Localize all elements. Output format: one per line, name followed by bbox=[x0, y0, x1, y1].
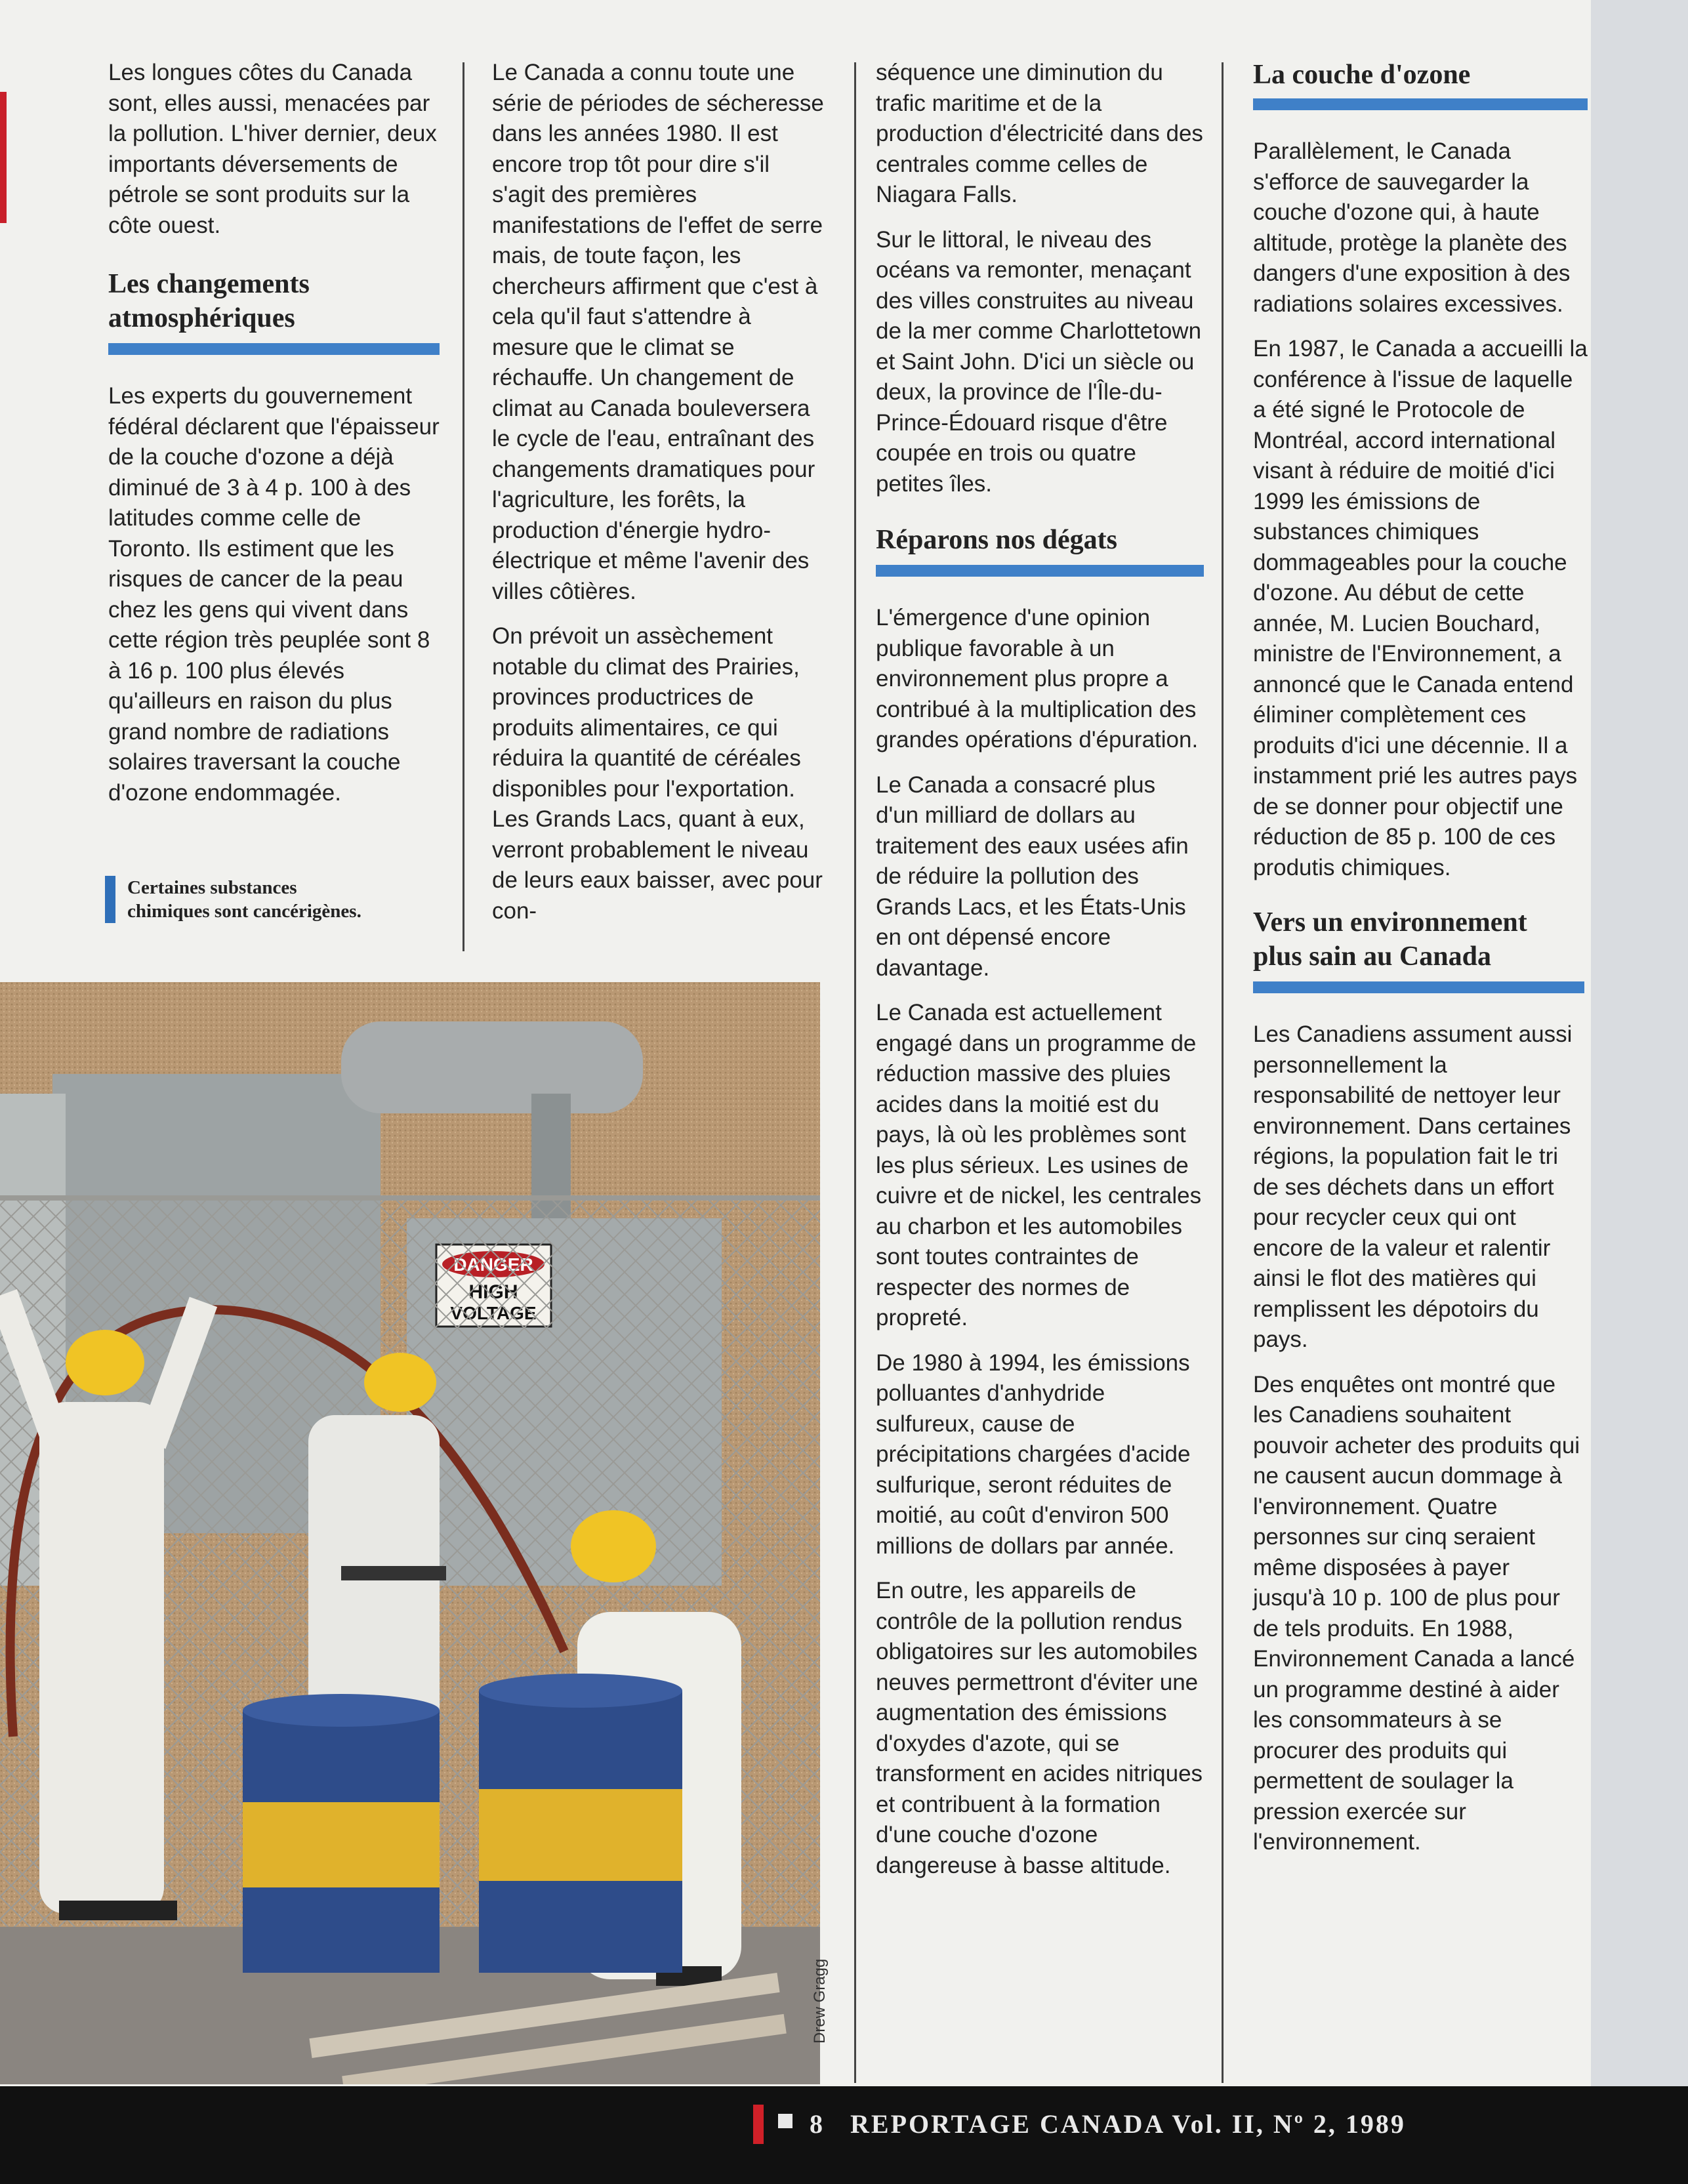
paragraph: Parallèlement, le Canada s'efforce de sauvegarder la couche d'ozone qui, à haute altitude, protège la planète des dangers d'une exposition à des radiations solaires excessives. bbox=[1253, 138, 1571, 317]
paragraph: Les experts du gouvernement fédéral déclarent que l'épaisseur de la couche d'ozone a déjà diminué de 3 à 4 p. 100 à des latitudes comme celle de Toronto. Ils estiment que les risques de cancer de la peau chez les gens qui vivent dans cette région très peuplée sont 8 à 16 p. 100 plus élevés qu'ailleurs en raison du plus grand nombre de radiations solaires traversant la couche d'ozone endommagée. bbox=[108, 383, 440, 806]
paragraph: L'émergence d'une opinion publique favorable à un environnement plus propre a contribué à la multiplication des grandes opérations d'épuration. bbox=[876, 605, 1199, 752]
paragraph: Le Canada a consacré plus d'un milliard de dollars au traitement des eaux usées afin de réduire la pollution des Grands Lacs, et les États-Unis en ont dépensé encore davantage. bbox=[876, 772, 1189, 981]
adjacent-page-edge bbox=[1591, 0, 1688, 2086]
footer-red-tab bbox=[753, 2105, 764, 2144]
column-1 bbox=[108, 58, 443, 823]
column-rule-1 bbox=[463, 62, 464, 951]
column-2 bbox=[492, 58, 827, 941]
paragraph: Des enquêtes ont montré que les Canadiens souhaitent pouvoir acheter des produits qui ne causent aucun dommage à l'environnement. Quatre personnes sur cinq seraient même disposées à payer jusqu'à 10 p. 100 de plus pour de tels produits. En 1988, Environnement Canada a lancé un programme destiné à aider les consommateurs à se procurer des produits qui permettent de soulager la pression exercée sur l'environnement. bbox=[1253, 1371, 1580, 1855]
drum-right bbox=[479, 1674, 682, 1973]
hazmat-workers-photo bbox=[0, 982, 820, 2084]
heading-accent-bar bbox=[1253, 98, 1588, 110]
section-heading-changements: Les changements atmosphériques bbox=[108, 267, 443, 355]
section-heading-vers-environnement: Vers un environnement plus sain au Canada bbox=[1253, 905, 1588, 993]
photo-credit: Drew Gragg bbox=[811, 1958, 829, 2044]
photo-illustration bbox=[0, 982, 820, 2084]
paragraph: En outre, les appareils de contrôle de la pollution rendus obligatoires sur les automobiles neuves permettront d'éviter une augmentation des émissions d'oxydes d'azote, qui se transforment en acides nitriques et contribuent à la formation d'une couche d'ozone dangereuse à basse altitude. bbox=[876, 1578, 1203, 1878]
section-heading-ozone: La couche d'ozone bbox=[1253, 58, 1588, 110]
column-4 bbox=[1253, 58, 1588, 1872]
paragraph: De 1980 à 1994, les émissions polluantes d'anhydride sulfureux, cause de précipitations chargées d'acide sulfurique, seront réduites de moitié, au coût d'environ 500 millions de dollars par année. bbox=[876, 1350, 1191, 1559]
footer-title bbox=[800, 2109, 1406, 2139]
heading-accent-bar bbox=[1253, 981, 1584, 993]
column-rule-2 bbox=[854, 62, 856, 2083]
paragraph: séquence une diminution du trafic maritime et de la production d'électricité dans des centrales comme celles de Niagara Falls. bbox=[876, 60, 1203, 207]
column-3 bbox=[876, 58, 1204, 1895]
heading-accent-bar bbox=[108, 343, 440, 355]
paragraph: En 1987, le Canada a accueilli la conférence à l'issue de laquelle a été signé le Protocole de Montréal, accord international visant à réduire de moitié d'ici 1999 les émissions de substances chimiques dommageables pour la couche d'ozone. Au début de cette année, M. Lucien Bouchard, ministre de l'Environnement, a annoncé que le Canada entend éliminer complètement ces produits d'ici une décennie. Il a instamment prié les autres pays de se donner pour objectif une réduction de 85 p. 100 de ces produtis chimiques. bbox=[1253, 336, 1588, 880]
paragraph: Sur le littoral, le niveau des océans va remonter, menaçant des villes construites au niveau de la mer comme Charlottetown et Saint John. D'ici un siècle ou deux, la province de l'Île-du-Prince-Édouard risque d'être coupée en trois ou quatre petites îles. bbox=[876, 226, 1202, 497]
photo-caption: Certaines substances chimiques sont cancérigènes. bbox=[105, 876, 377, 923]
paragraph: Les longues côtes du Canada sont, elles aussi, menacées par la pollution. L'hiver dernier, deux importants déversements de pétrole se sont produits sur la côte ouest. bbox=[108, 60, 437, 238]
section-heading-reparons: Réparons nos dégats bbox=[876, 523, 1204, 577]
paragraph: Le Canada est actuellement engagé dans un programme de réduction massive des pluies acides dans la moitié est du pays, là où les problèmes sont les plus sérieux. Les usines de cuivre et de nickel, les centrales au charbon et les automobiles sont toutes contraintes de respecter des normes de propreté. bbox=[876, 1000, 1202, 1330]
paragraph: On prévoit un assèchement notable du climat des Prairies, provinces productrices de produits alimentaires, ce qui réduira la quantité de céréales disponibles pour l'exportation. Les Grands Lacs, quant à eux, verront probablement le niveau de leurs eaux baisser, avec pour con- bbox=[492, 623, 823, 924]
page-number: 8 bbox=[810, 2109, 825, 2139]
magazine-issue: REPORTAGE CANADA Vol. II, Nº 2, 1989 bbox=[850, 2109, 1406, 2139]
paragraph: Le Canada a connu toute une série de périodes de sécheresse dans les années 1980. Il est encore trop tôt pour dire s'il s'agit des premières manifestations de l'effet de serre mais, de toute façon, les chercheurs affirment que c'est à cela qu'il faut s'attendre à mesure que le climat se réchauffe. Un changement de climat au Canada bouleversera le cycle de l'eau, entraînant des changements dramatiques pour l'agriculture, les forêts, la production d'énergie hydro-électrique et même l'avenir des villes côtières. bbox=[492, 60, 824, 604]
left-edge-red-mark bbox=[0, 92, 7, 223]
paragraph: Les Canadiens assument aussi personnellement la responsabilité de nettoyer leur environnement. Dans certaines régions, la population fait le tri de ses déchets dans un effort pour recycler ceux qui ont encore de la valeur et ralentir ainsi le flot des matières qui remplissent les dépotoirs du pays. bbox=[1253, 1021, 1573, 1352]
heading-accent-bar bbox=[876, 565, 1204, 577]
drum-left bbox=[243, 1694, 440, 1973]
column-rule-3 bbox=[1222, 62, 1224, 2083]
footer-square-icon bbox=[778, 2114, 793, 2128]
